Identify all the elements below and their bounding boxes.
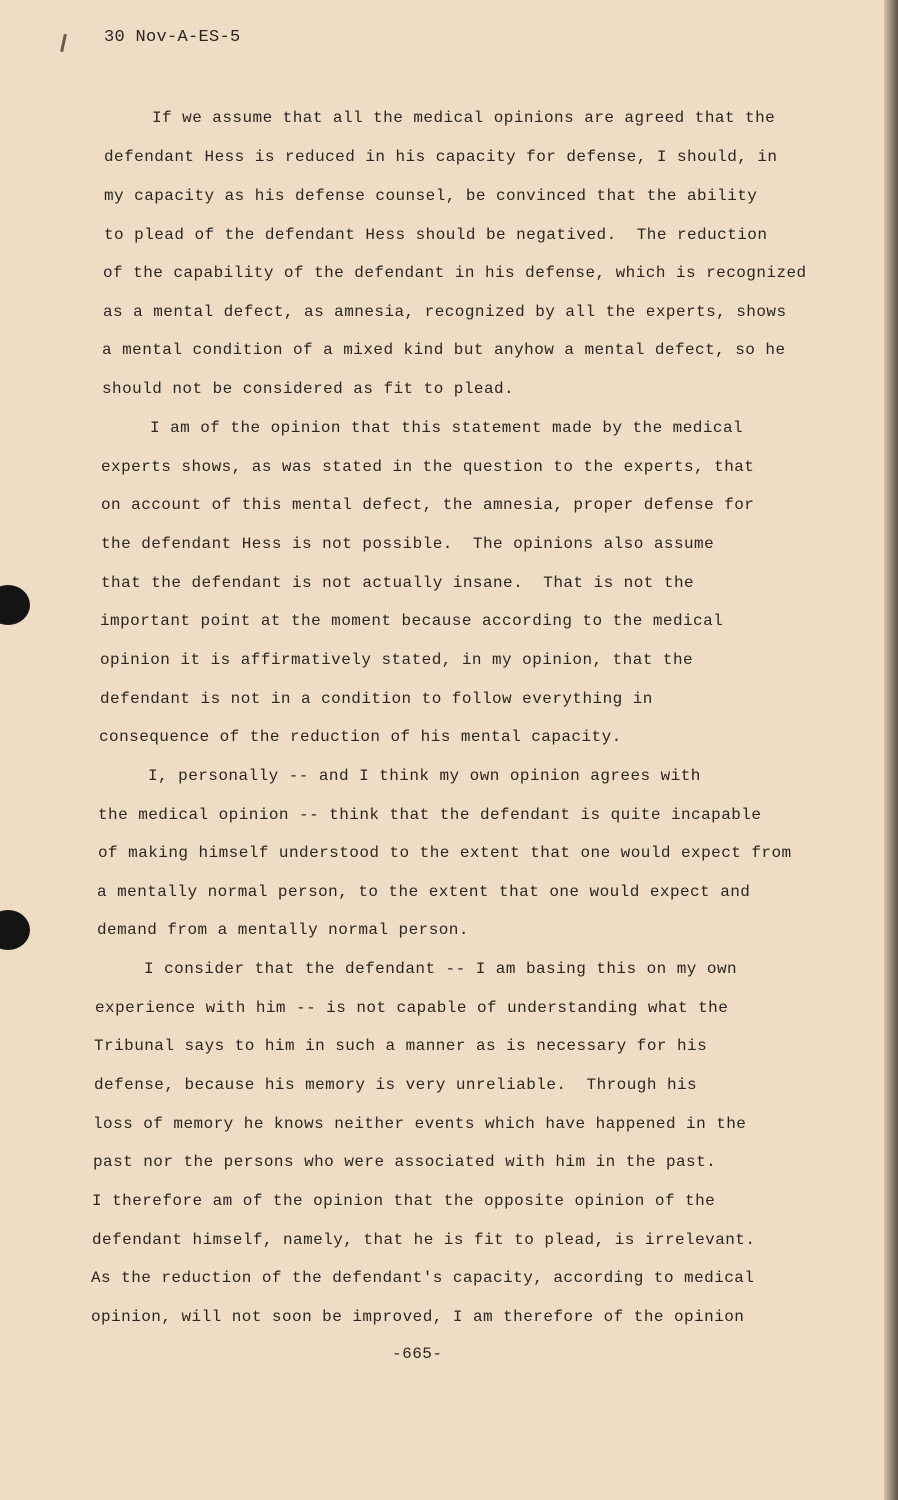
text-line: If we assume that all the medical opinions are agreed that the (152, 109, 776, 127)
punch-hole-lower (0, 910, 30, 950)
text-line: the defendant Hess is not possible. The opinions also assume (101, 535, 715, 553)
text-line: experts shows, as was stated in the question to the experts, that (101, 458, 755, 476)
ink-mark (60, 34, 67, 52)
text-line: defendant Hess is reduced in his capacity for defense, I should, in (104, 148, 778, 166)
text-line: a mental condition of a mixed kind but anyhow a mental defect, so he (102, 341, 786, 359)
page-number: -665- (392, 1345, 443, 1363)
text-line: important point at the moment because according to the medical (100, 612, 724, 630)
text-line: the medical opinion -- think that the defendant is quite incapable (98, 806, 762, 824)
text-line: as a mental defect, as amnesia, recognized by all the experts, shows (103, 303, 787, 321)
text-line: I am of the opinion that this statement made by the medical (150, 419, 744, 437)
text-line: to plead of the defendant Hess should be negatived. The reduction (104, 226, 768, 244)
text-line: defense, because his memory is very unreliable. Through his (94, 1076, 698, 1094)
punch-hole-upper (0, 585, 30, 625)
text-line: Tribunal says to him in such a manner as is necessary for his (94, 1037, 708, 1055)
text-line: opinion, will not soon be improved, I am therefore of the opinion (91, 1308, 745, 1326)
text-line: that the defendant is not actually insane. That is not the (101, 574, 695, 592)
text-line: of making himself understood to the extent that one would expect from (98, 844, 792, 862)
text-line: my capacity as his defense counsel, be convinced that the ability (104, 187, 758, 205)
text-line: a mentally normal person, to the extent that one would expect and (97, 883, 751, 901)
text-line: experience with him -- is not capable of understanding what the (95, 999, 729, 1017)
text-line: I therefore am of the opinion that the opposite opinion of the (92, 1192, 716, 1210)
text-line: I, personally -- and I think my own opinion agrees with (148, 767, 701, 785)
page-edge-shadow (884, 0, 898, 1500)
text-line: should not be considered as fit to plead. (102, 380, 515, 398)
text-line: defendant himself, namely, that he is fit to plead, is irrelevant. (92, 1231, 756, 1249)
document-header: 30 Nov-A-ES-5 (104, 28, 241, 47)
text-line: defendant is not in a condition to follow everything in (100, 690, 653, 708)
text-line: past nor the persons who were associated with him in the past. (93, 1153, 717, 1171)
text-line: consequence of the reduction of his mental capacity. (99, 728, 622, 746)
text-line: I consider that the defendant -- I am basing this on my own (144, 960, 738, 978)
text-line: of the capability of the defendant in his defense, which is recognized (103, 264, 807, 282)
text-line: on account of this mental defect, the amnesia, proper defense for (101, 496, 755, 514)
text-line: opinion it is affirmatively stated, in my opinion, that the (100, 651, 694, 669)
text-line: As the reduction of the defendant's capacity, according to medical (91, 1269, 755, 1287)
text-line: demand from a mentally normal person. (97, 921, 469, 939)
text-line: loss of memory he knows neither events which have happened in the (93, 1115, 747, 1133)
